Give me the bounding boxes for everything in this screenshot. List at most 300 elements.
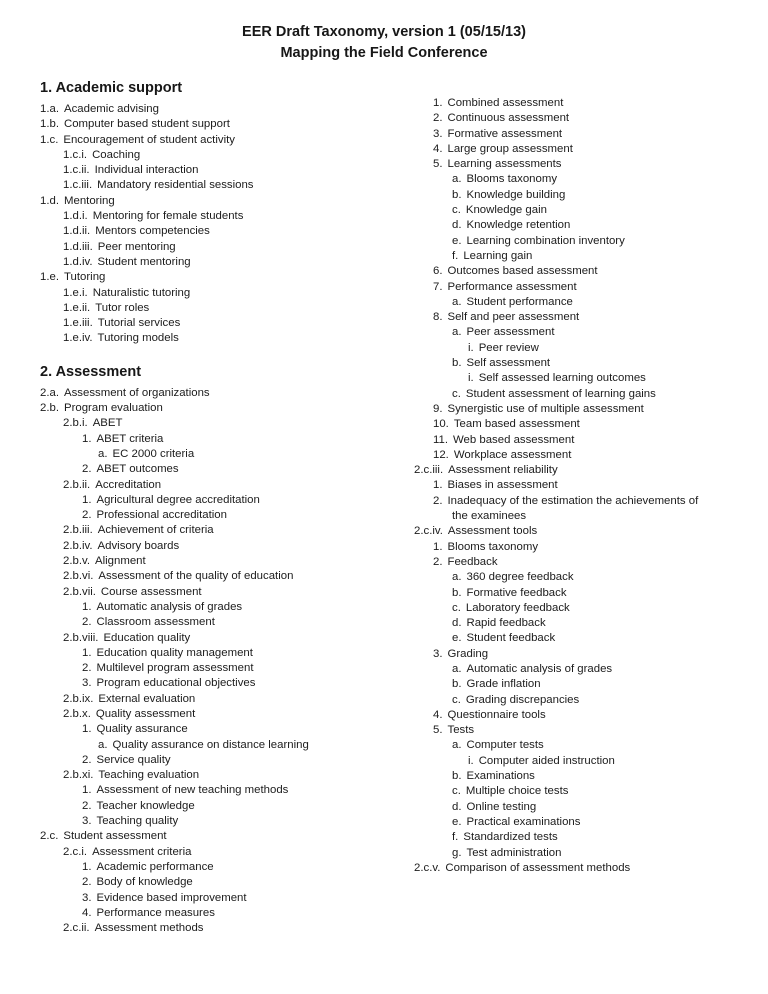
taxonomy-item bbox=[40, 286, 408, 301]
item-marker: 2.b.x. bbox=[63, 707, 91, 720]
taxonomy-item bbox=[40, 478, 408, 493]
taxonomy-item bbox=[40, 860, 408, 875]
taxonomy-item bbox=[414, 846, 764, 861]
item-text: Assessment tools bbox=[447, 525, 538, 538]
section-heading-text: 1. Academic support bbox=[40, 80, 183, 96]
taxonomy-item bbox=[414, 586, 764, 601]
item-marker: 2. bbox=[82, 876, 92, 889]
item-text: Academic advising bbox=[64, 103, 159, 115]
item-marker: b. bbox=[452, 770, 462, 783]
item-text: Web based assessment bbox=[453, 433, 575, 446]
taxonomy-item bbox=[414, 234, 764, 249]
item-text: Team based assessment bbox=[453, 418, 580, 431]
item-text: Questionnaire tools bbox=[447, 708, 546, 721]
taxonomy-item bbox=[40, 447, 408, 462]
item-marker: a. bbox=[452, 662, 462, 675]
taxonomy-item bbox=[414, 693, 764, 708]
item-text: Tutoring bbox=[64, 271, 106, 284]
taxonomy-item bbox=[414, 142, 764, 157]
item-marker: 6. bbox=[433, 265, 443, 278]
item-marker: 1. bbox=[433, 479, 443, 492]
item-marker: a. bbox=[452, 571, 462, 584]
item-text: External evaluation bbox=[98, 692, 196, 705]
taxonomy-item bbox=[40, 117, 408, 132]
item-text: Grading bbox=[447, 647, 489, 660]
taxonomy-item bbox=[414, 463, 764, 478]
taxonomy-item bbox=[40, 692, 408, 707]
taxonomy-item bbox=[40, 178, 408, 193]
item-text: Automatic analysis of grades bbox=[466, 662, 613, 675]
item-text: Classroom assessment bbox=[96, 616, 215, 629]
taxonomy-item bbox=[414, 723, 764, 738]
item-text: Education quality bbox=[103, 631, 191, 644]
item-text: Course assessment bbox=[100, 585, 202, 598]
taxonomy-item bbox=[40, 133, 408, 148]
item-text: Education quality management bbox=[96, 646, 253, 659]
taxonomy-item bbox=[414, 249, 764, 264]
taxonomy-item bbox=[414, 647, 764, 662]
taxonomy-item bbox=[40, 255, 408, 270]
item-text: ABET bbox=[92, 417, 123, 430]
item-marker: i. bbox=[468, 754, 474, 767]
item-text: Knowledge retention bbox=[466, 219, 571, 232]
item-text: Peer assessment bbox=[466, 326, 555, 339]
item-text: Assessment of new teaching methods bbox=[96, 784, 289, 797]
item-marker: 2. bbox=[433, 112, 443, 125]
item-marker: 1.e. bbox=[40, 271, 59, 284]
taxonomy-item bbox=[414, 784, 764, 799]
item-marker: 1.d.iii. bbox=[63, 240, 93, 253]
item-text: Combined assessment bbox=[447, 97, 564, 109]
item-text: Feedback bbox=[447, 555, 498, 568]
item-marker: 4. bbox=[433, 142, 443, 155]
item-text: Program evaluation bbox=[64, 402, 163, 415]
item-marker: a. bbox=[452, 173, 462, 186]
item-text: Program educational objectives bbox=[96, 677, 256, 690]
item-marker: 12. bbox=[433, 448, 449, 461]
taxonomy-item bbox=[40, 508, 408, 523]
item-text: Self and peer assessment bbox=[447, 311, 580, 324]
item-marker: b. bbox=[452, 586, 462, 599]
item-marker: 1. bbox=[82, 646, 92, 659]
item-marker: 2.b.viii. bbox=[63, 631, 99, 644]
item-marker: e. bbox=[452, 815, 462, 828]
item-marker: 3. bbox=[433, 647, 443, 660]
taxonomy-item bbox=[414, 754, 764, 769]
item-text: Formative assessment bbox=[447, 127, 563, 140]
taxonomy-item bbox=[40, 416, 408, 431]
item-text: Student mentoring bbox=[97, 255, 191, 268]
item-marker: 2.b.ix. bbox=[63, 692, 94, 705]
taxonomy-item bbox=[414, 325, 764, 340]
taxonomy-item bbox=[40, 906, 408, 921]
item-marker: 2. bbox=[433, 555, 443, 568]
item-text: EC 2000 criteria bbox=[112, 447, 195, 460]
item-marker: a. bbox=[452, 739, 462, 752]
taxonomy-item bbox=[414, 111, 764, 126]
taxonomy-item bbox=[414, 356, 764, 371]
taxonomy-item bbox=[40, 102, 408, 117]
item-marker: 3. bbox=[433, 127, 443, 140]
taxonomy-item bbox=[40, 493, 408, 508]
taxonomy-item bbox=[40, 845, 408, 860]
taxonomy-item bbox=[414, 387, 764, 402]
taxonomy-item bbox=[414, 341, 764, 356]
taxonomy-item bbox=[40, 753, 408, 768]
item-text: Peer mentoring bbox=[97, 240, 176, 253]
taxonomy-item bbox=[40, 523, 408, 538]
item-text: Alignment bbox=[95, 555, 146, 568]
item-marker: 2. bbox=[82, 463, 92, 476]
item-text: Teaching evaluation bbox=[98, 769, 200, 782]
taxonomy-item bbox=[414, 540, 764, 555]
item-marker: 7. bbox=[433, 280, 443, 293]
item-marker: 2. bbox=[82, 662, 92, 675]
taxonomy-item bbox=[40, 875, 408, 890]
item-marker: g. bbox=[452, 846, 462, 859]
taxonomy-item bbox=[40, 148, 408, 163]
item-marker: 2.b.vi. bbox=[63, 570, 94, 583]
item-marker: 1.b. bbox=[40, 118, 59, 131]
item-text: Automatic analysis of grades bbox=[96, 600, 243, 613]
item-marker: a. bbox=[452, 326, 462, 339]
item-text: Professional accreditation bbox=[96, 509, 227, 522]
item-text: Practical examinations bbox=[466, 815, 581, 828]
item-marker: 2. bbox=[82, 616, 92, 629]
taxonomy-item bbox=[414, 815, 764, 830]
item-marker: 1.c.ii. bbox=[63, 164, 90, 177]
item-marker: 1.c.iii. bbox=[63, 179, 93, 192]
item-marker: 2.a. bbox=[40, 386, 59, 399]
document-title bbox=[0, 22, 768, 64]
item-marker: a. bbox=[452, 295, 462, 308]
taxonomy-item bbox=[40, 462, 408, 477]
item-marker: f. bbox=[452, 831, 459, 844]
item-marker: 1.d.iv. bbox=[63, 255, 93, 268]
taxonomy-item bbox=[414, 769, 764, 784]
right-column bbox=[414, 96, 764, 876]
item-marker: a. bbox=[98, 447, 108, 460]
taxonomy-item bbox=[414, 708, 764, 723]
taxonomy-item bbox=[414, 509, 764, 524]
item-text: Laboratory feedback bbox=[465, 601, 570, 614]
item-marker: d. bbox=[452, 617, 462, 630]
item-marker: 1. bbox=[82, 723, 92, 736]
taxonomy-item bbox=[414, 280, 764, 295]
item-marker: 2.c.v. bbox=[414, 861, 441, 874]
item-marker: 5. bbox=[433, 724, 443, 737]
taxonomy-item bbox=[40, 301, 408, 316]
item-marker: b. bbox=[452, 188, 462, 201]
taxonomy-item bbox=[414, 371, 764, 386]
taxonomy-item bbox=[40, 224, 408, 239]
item-marker: 1.e.iii. bbox=[63, 317, 93, 330]
item-text: Encouragement of student activity bbox=[63, 133, 235, 146]
item-marker: 1.c.i. bbox=[63, 148, 88, 161]
item-text: Learning gain bbox=[463, 249, 533, 262]
taxonomy-item bbox=[40, 432, 408, 447]
item-marker: d. bbox=[452, 219, 462, 232]
item-text: Knowledge building bbox=[466, 188, 566, 201]
item-text: Assessment criteria bbox=[92, 845, 192, 858]
item-text: 360 degree feedback bbox=[466, 571, 574, 584]
item-text: Agricultural degree accreditation bbox=[96, 493, 260, 506]
item-marker: 1. bbox=[433, 97, 443, 109]
item-text: the examinees bbox=[452, 510, 527, 523]
item-text: Learning combination inventory bbox=[466, 234, 625, 247]
taxonomy-item bbox=[414, 417, 764, 432]
taxonomy-item bbox=[40, 600, 408, 615]
item-marker: i. bbox=[468, 341, 474, 354]
taxonomy-item bbox=[40, 722, 408, 737]
item-marker: 2. bbox=[82, 799, 92, 812]
item-text: Comparison of assessment methods bbox=[445, 861, 631, 874]
item-text: Evidence based improvement bbox=[96, 891, 247, 904]
taxonomy-item bbox=[40, 331, 408, 346]
taxonomy-item bbox=[414, 524, 764, 539]
taxonomy-item bbox=[414, 494, 764, 509]
taxonomy-item bbox=[414, 218, 764, 233]
item-marker: 8. bbox=[433, 311, 443, 324]
taxonomy-item bbox=[40, 585, 408, 600]
item-marker: 2.c.iv. bbox=[414, 525, 443, 538]
item-text: ABET outcomes bbox=[96, 463, 179, 476]
item-marker: 1.d.i. bbox=[63, 210, 88, 223]
item-marker: 2.b.vii. bbox=[63, 585, 96, 598]
taxonomy-item bbox=[414, 662, 764, 677]
taxonomy-item bbox=[414, 677, 764, 692]
section-heading-text: 2. Assessment bbox=[40, 363, 142, 380]
item-text: Accreditation bbox=[95, 478, 162, 491]
item-marker: e. bbox=[452, 234, 462, 247]
item-marker: 3. bbox=[82, 815, 92, 828]
item-marker: i. bbox=[468, 372, 474, 385]
item-text: Online testing bbox=[466, 800, 537, 813]
taxonomy-item bbox=[40, 554, 408, 569]
item-text: Advisory boards bbox=[97, 539, 180, 552]
item-marker: 2. bbox=[82, 509, 92, 522]
item-text: Coaching bbox=[92, 148, 141, 161]
taxonomy-item bbox=[414, 264, 764, 279]
item-text: Assessment of the quality of education bbox=[98, 570, 294, 583]
taxonomy-item bbox=[40, 240, 408, 255]
item-text: Tutorial services bbox=[97, 317, 181, 330]
taxonomy-item bbox=[414, 800, 764, 815]
item-text: Examinations bbox=[466, 770, 535, 783]
item-text: Assessment methods bbox=[94, 922, 204, 935]
item-marker: 1.d.ii. bbox=[63, 225, 91, 238]
taxonomy-item bbox=[40, 631, 408, 646]
item-marker: 2.b.iii. bbox=[63, 524, 93, 537]
item-text: Self assessment bbox=[466, 357, 551, 370]
item-text: Service quality bbox=[96, 753, 171, 766]
taxonomy-item bbox=[414, 96, 764, 111]
item-marker: c. bbox=[452, 204, 461, 217]
taxonomy-item bbox=[40, 615, 408, 630]
item-marker: e. bbox=[452, 632, 462, 645]
item-text: Peer review bbox=[478, 341, 539, 354]
item-marker: 2.c.i. bbox=[63, 845, 88, 858]
item-text: Assessment of organizations bbox=[64, 386, 210, 399]
item-text: Assessment reliability bbox=[448, 464, 558, 477]
item-text: Outcomes based assessment bbox=[447, 265, 598, 278]
taxonomy-item bbox=[40, 891, 408, 906]
item-text: Tutor roles bbox=[95, 301, 150, 314]
taxonomy-item bbox=[40, 209, 408, 224]
item-text: Tests bbox=[447, 724, 475, 737]
item-text: Large group assessment bbox=[447, 142, 573, 155]
item-text: Quality assurance on distance learning bbox=[112, 738, 309, 751]
item-text: Learning assessments bbox=[447, 158, 562, 171]
item-text: Naturalistic tutoring bbox=[92, 286, 191, 299]
section-heading bbox=[40, 363, 408, 381]
taxonomy-item bbox=[414, 631, 764, 646]
taxonomy-item bbox=[414, 830, 764, 845]
item-marker: 1.e.iv. bbox=[63, 332, 93, 345]
item-marker: 1. bbox=[82, 784, 92, 797]
taxonomy-item bbox=[414, 433, 764, 448]
item-marker: b. bbox=[452, 678, 462, 691]
taxonomy-item bbox=[40, 799, 408, 814]
taxonomy-item bbox=[414, 188, 764, 203]
item-marker: 2.b.xi. bbox=[63, 769, 94, 782]
item-marker: 1.d. bbox=[40, 194, 59, 207]
item-marker: f. bbox=[452, 249, 459, 262]
taxonomy-item bbox=[414, 861, 764, 876]
taxonomy-item bbox=[414, 203, 764, 218]
item-text: Achievement of criteria bbox=[97, 524, 214, 537]
item-text: Academic performance bbox=[96, 860, 214, 873]
taxonomy-item bbox=[40, 270, 408, 285]
taxonomy-item bbox=[40, 707, 408, 722]
taxonomy-item bbox=[414, 402, 764, 417]
item-marker: 1. bbox=[82, 860, 92, 873]
item-marker: 9. bbox=[433, 402, 443, 415]
item-text: Mentoring for female students bbox=[92, 210, 244, 223]
item-text: Student assessment bbox=[63, 830, 167, 843]
item-text: Inadequacy of the estimation the achievements of bbox=[447, 494, 699, 507]
item-text: Tutoring models bbox=[97, 332, 179, 345]
taxonomy-item bbox=[40, 661, 408, 676]
item-marker: 2.b.iv. bbox=[63, 539, 93, 552]
item-text: Continuous assessment bbox=[447, 112, 570, 125]
taxonomy-item bbox=[40, 194, 408, 209]
item-marker: c. bbox=[452, 693, 461, 706]
item-text: ABET criteria bbox=[96, 432, 164, 445]
item-marker: 1.e.i. bbox=[63, 286, 88, 299]
taxonomy-item bbox=[414, 478, 764, 493]
item-text: Mentors competencies bbox=[95, 225, 210, 238]
item-text: Mandatory residential sessions bbox=[97, 179, 254, 192]
item-text: Computer aided instruction bbox=[478, 754, 615, 767]
item-text: Self assessed learning outcomes bbox=[478, 372, 646, 385]
item-marker: 2. bbox=[82, 753, 92, 766]
item-text: Blooms taxonomy bbox=[466, 173, 558, 186]
item-text: Performance measures bbox=[96, 906, 215, 919]
taxonomy-item bbox=[414, 127, 764, 142]
item-text: Formative feedback bbox=[466, 586, 567, 599]
item-text: Quality assessment bbox=[95, 707, 196, 720]
item-text: Teacher knowledge bbox=[96, 799, 195, 812]
item-marker: 2.c. bbox=[40, 830, 59, 843]
item-text: Workplace assessment bbox=[453, 448, 572, 461]
item-marker: 2. bbox=[433, 494, 443, 507]
item-text: Teaching quality bbox=[96, 815, 179, 828]
item-marker: 1.e.ii. bbox=[63, 301, 91, 314]
item-text: Student performance bbox=[466, 295, 573, 308]
taxonomy-item bbox=[40, 569, 408, 584]
item-marker: 3. bbox=[82, 677, 92, 690]
item-marker: c. bbox=[452, 601, 461, 614]
taxonomy-item bbox=[40, 768, 408, 783]
taxonomy-item bbox=[414, 738, 764, 753]
item-text: Test administration bbox=[466, 846, 562, 859]
item-marker: 3. bbox=[82, 891, 92, 904]
item-text: Blooms taxonomy bbox=[447, 540, 539, 553]
item-text: Performance assessment bbox=[447, 280, 577, 293]
taxonomy-item bbox=[40, 738, 408, 753]
taxonomy-item bbox=[414, 555, 764, 570]
item-marker: 11. bbox=[433, 433, 448, 446]
item-marker: 10. bbox=[433, 418, 449, 431]
item-text: Body of knowledge bbox=[96, 876, 193, 889]
item-marker: 1. bbox=[82, 493, 92, 506]
item-text: Multilevel program assessment bbox=[96, 662, 254, 675]
item-text: Rapid feedback bbox=[466, 617, 546, 630]
taxonomy-item bbox=[414, 172, 764, 187]
item-marker: 1. bbox=[82, 600, 92, 613]
item-text: Individual interaction bbox=[94, 164, 199, 177]
item-marker: 1.a. bbox=[40, 103, 59, 115]
taxonomy-item bbox=[414, 157, 764, 172]
item-text: Grade inflation bbox=[466, 678, 541, 691]
taxonomy-item bbox=[414, 601, 764, 616]
item-marker: 2.c.iii. bbox=[414, 464, 444, 477]
item-text: Quality assurance bbox=[96, 723, 188, 736]
item-marker: b. bbox=[452, 357, 462, 370]
item-text: Synergistic use of multiple assessment bbox=[447, 402, 644, 415]
item-text: Knowledge gain bbox=[465, 204, 547, 217]
item-text: Computer tests bbox=[466, 739, 544, 752]
taxonomy-item bbox=[40, 783, 408, 798]
taxonomy-item bbox=[40, 316, 408, 331]
item-marker: a. bbox=[98, 738, 108, 751]
taxonomy-item bbox=[40, 921, 408, 936]
item-text: Standardized tests bbox=[463, 831, 558, 844]
item-text: Computer based student support bbox=[64, 118, 230, 131]
item-marker: c. bbox=[452, 785, 461, 798]
taxonomy-item bbox=[40, 814, 408, 829]
taxonomy-item bbox=[414, 448, 764, 463]
item-text: Student feedback bbox=[466, 632, 556, 645]
section-heading bbox=[40, 79, 408, 97]
item-marker: 1. bbox=[433, 540, 443, 553]
taxonomy-item bbox=[414, 570, 764, 585]
item-marker: 4. bbox=[82, 906, 92, 919]
taxonomy-item bbox=[40, 646, 408, 661]
item-text: Mentoring bbox=[64, 194, 115, 207]
taxonomy-item bbox=[40, 829, 408, 844]
item-marker: 1.c. bbox=[40, 133, 59, 146]
taxonomy-item bbox=[40, 163, 408, 178]
taxonomy-item bbox=[40, 401, 408, 416]
item-marker: 2.b.i. bbox=[63, 417, 88, 430]
item-marker: 4. bbox=[433, 708, 443, 721]
item-text: Student assessment of learning gains bbox=[465, 387, 656, 400]
item-marker: 2.b.v. bbox=[63, 555, 91, 568]
taxonomy-item bbox=[414, 616, 764, 631]
item-marker: c. bbox=[452, 387, 461, 400]
